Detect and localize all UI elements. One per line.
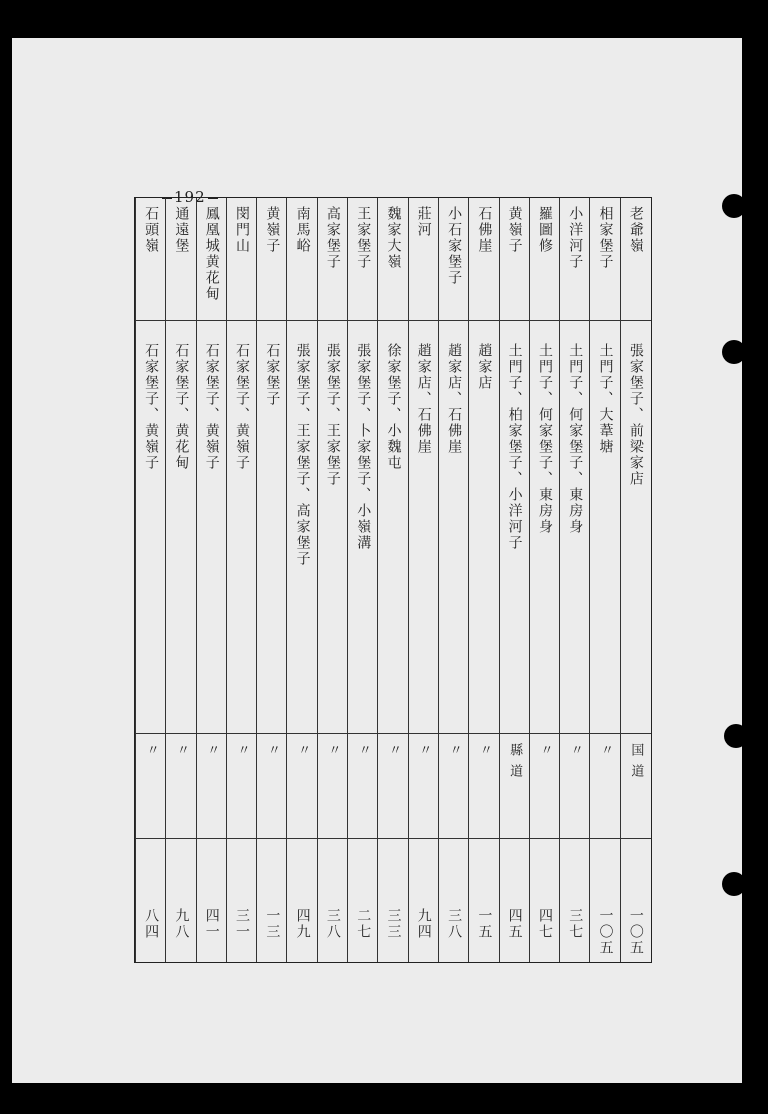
- table-row: [377, 198, 408, 962]
- distance-cell: 九八: [173, 908, 190, 940]
- distance-cell: 四五: [506, 908, 523, 940]
- distance-cell: 一〇五: [597, 908, 614, 956]
- road-class-cell: 〃: [355, 743, 371, 764]
- distance-cell: 四九: [294, 908, 311, 940]
- destination-cell: 王家堡子: [355, 206, 372, 270]
- destination-cell: 閔門山: [234, 206, 251, 254]
- road-class-cell: 〃: [295, 743, 311, 764]
- page-number: 192: [160, 188, 220, 206]
- road-class-cell: 〃: [173, 743, 189, 764]
- road-class-cell: 〃: [537, 743, 553, 764]
- road-class-cell: 〃: [476, 743, 492, 764]
- road-class-cell: 〃: [416, 743, 432, 764]
- route-via-cell: 土門子、何家堡子、東房身: [567, 343, 584, 535]
- route-via-cell: 張家堡子、王家堡子: [324, 343, 341, 487]
- route-via-cell: 石家堡子、黄嶺子: [143, 343, 160, 471]
- destination-cell: 通遠堡: [173, 206, 190, 254]
- table-row: [499, 198, 530, 962]
- distance-cell: 四一: [203, 908, 220, 940]
- table-row: [559, 198, 590, 962]
- destination-cell: 鳳凰城黄花甸: [203, 206, 220, 302]
- table-row: [135, 198, 166, 962]
- destination-cell: 老爺嶺: [627, 206, 644, 254]
- distance-cell: 三一: [234, 908, 251, 940]
- route-via-cell: 土門子、大葦塘: [597, 343, 614, 455]
- table-row: [347, 198, 378, 962]
- road-class-cell: 〃: [234, 743, 250, 764]
- destination-cell: 羅圖修: [536, 206, 553, 254]
- distance-cell: 四七: [536, 908, 553, 940]
- punch-hole: [722, 872, 746, 896]
- route-via-cell: 趙家店、石佛崖: [446, 343, 463, 455]
- destination-cell: 相家堡子: [597, 206, 614, 270]
- destination-cell: 黄嶺子: [506, 206, 523, 254]
- distance-cell: 一五: [476, 908, 493, 940]
- road-class-cell: 〃: [385, 743, 401, 764]
- route-via-cell: 張家堡子、王家堡子、高家堡子: [294, 343, 311, 567]
- route-via-cell: 土門子、何家堡子、東房身: [536, 343, 553, 535]
- road-class-cell: 〃: [204, 743, 220, 764]
- distance-cell: 二七: [355, 908, 372, 940]
- route-via-cell: 石家堡子、黄嶺子: [234, 343, 251, 471]
- distance-cell: 一三: [264, 908, 281, 940]
- destination-cell: 小石家堡子: [446, 206, 463, 286]
- route-via-cell: 趙家店、石佛崖: [415, 343, 432, 455]
- road-class-cell: 国道: [628, 743, 644, 785]
- route-via-cell: 土門子、柏家堡子、小洋河子: [506, 343, 523, 551]
- table-row: [589, 198, 620, 962]
- route-via-cell: 石家堡子、黄嶺子: [203, 343, 220, 471]
- table-row: [256, 198, 287, 962]
- destination-cell: 石頭嶺: [143, 206, 160, 254]
- route-table: [134, 197, 652, 963]
- route-via-cell: 張家堡子、卜家堡子、小嶺溝: [355, 343, 372, 551]
- table-row: [226, 198, 257, 962]
- destination-cell: 小洋河子: [567, 206, 584, 270]
- road-class-cell: 〃: [264, 743, 280, 764]
- table-row: [468, 198, 499, 962]
- distance-cell: 三三: [385, 908, 402, 940]
- destination-cell: 魏家大嶺: [385, 206, 402, 270]
- distance-cell: 一〇五: [627, 908, 644, 956]
- road-class-cell: 縣道: [507, 743, 523, 785]
- table-row: [529, 198, 560, 962]
- road-class-cell: 〃: [567, 743, 583, 764]
- destination-cell: 石佛崖: [476, 206, 493, 254]
- route-via-cell: 趙家店: [476, 343, 493, 391]
- table-row: [317, 198, 348, 962]
- road-class-cell: 〃: [325, 743, 341, 764]
- route-via-cell: 石家堡子: [264, 343, 281, 407]
- distance-cell: 三七: [567, 908, 584, 940]
- table-row: [620, 198, 651, 962]
- route-via-cell: 石家堡子、黄花甸: [173, 343, 190, 471]
- road-class-cell: 〃: [446, 743, 462, 764]
- road-class-cell: 〃: [598, 743, 614, 764]
- destination-cell: 南馬峪: [294, 206, 311, 254]
- table-row: [286, 198, 317, 962]
- destination-cell: 黄嶺子: [264, 206, 281, 254]
- table-row: [196, 198, 227, 962]
- punch-hole: [722, 194, 746, 218]
- table-row: [408, 198, 439, 962]
- table-row: [165, 198, 196, 962]
- road-class-cell: 〃: [143, 743, 159, 764]
- destination-cell: 高家堡子: [324, 206, 341, 270]
- distance-cell: 三八: [446, 908, 463, 940]
- punch-hole: [722, 340, 746, 364]
- route-via-cell: 張家堡子、前梁家店: [627, 343, 644, 487]
- table-row: [438, 198, 469, 962]
- destination-cell: 莊河: [415, 206, 432, 238]
- distance-cell: 九四: [415, 908, 432, 940]
- punch-hole: [724, 724, 748, 748]
- distance-cell: 三八: [324, 908, 341, 940]
- distance-cell: 八四: [143, 908, 160, 940]
- route-via-cell: 徐家堡子、小魏屯: [385, 343, 402, 471]
